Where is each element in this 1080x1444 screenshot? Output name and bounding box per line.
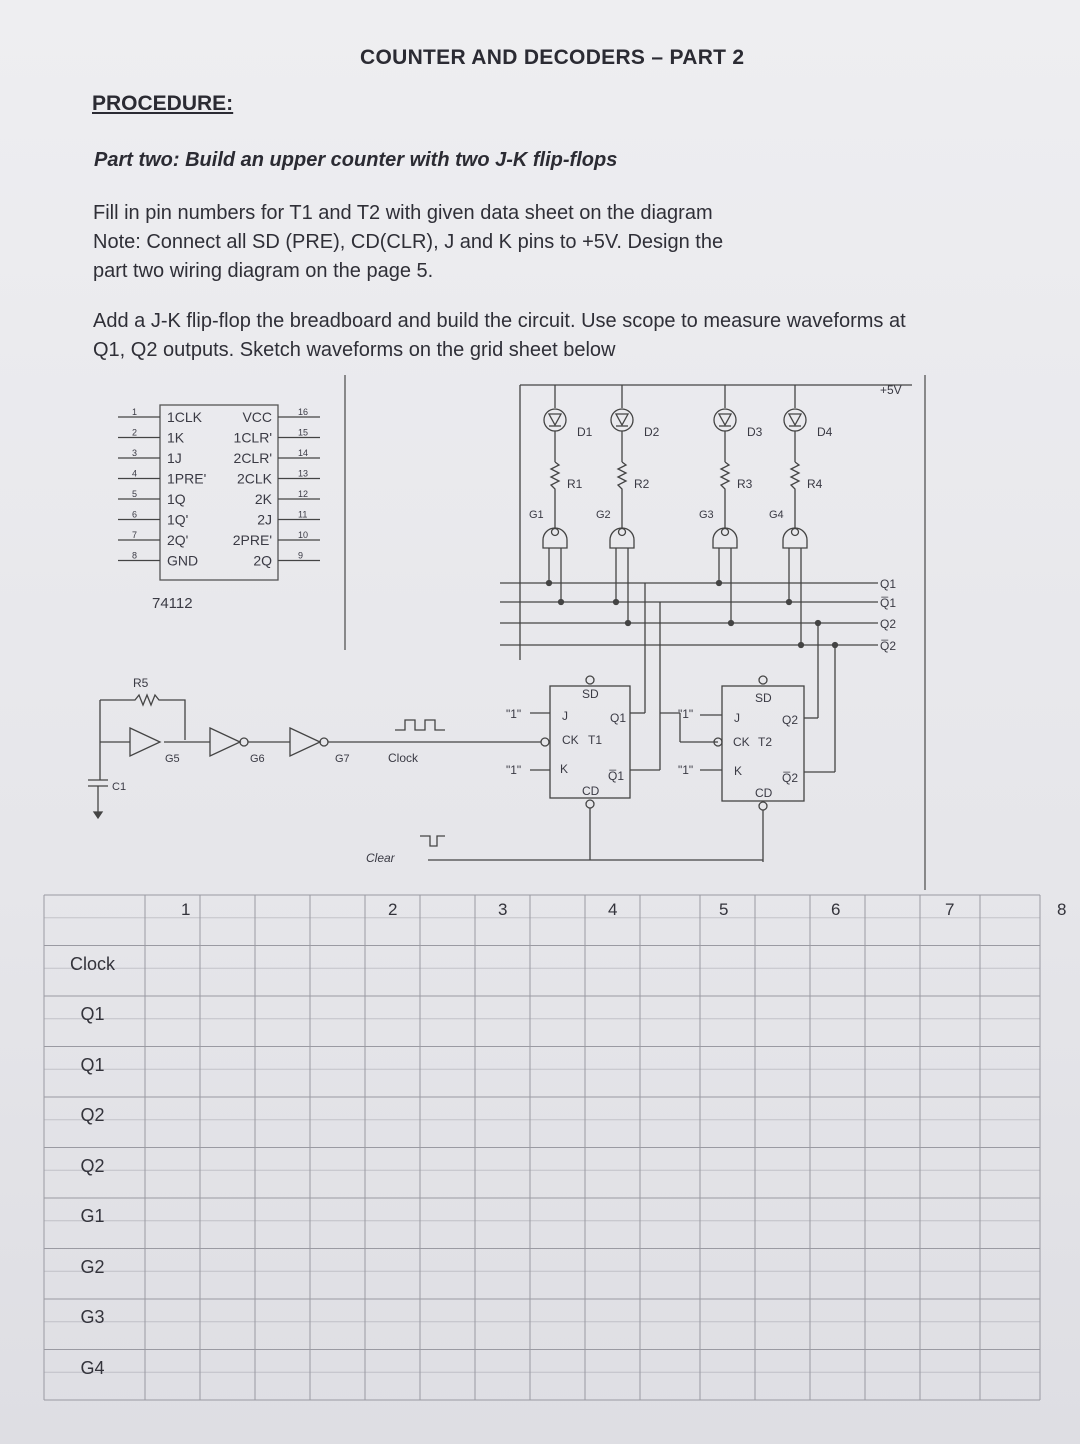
svg-text:Q̅1: Q̅1 bbox=[608, 769, 625, 783]
pin-name: 1Q' bbox=[167, 511, 189, 528]
svg-text:"1": "1" bbox=[506, 763, 522, 777]
svg-text:J: J bbox=[562, 709, 568, 723]
svg-text:G6: G6 bbox=[250, 753, 265, 765]
svg-text:T1: T1 bbox=[588, 733, 603, 747]
instruction-line: Q1, Q2 outputs. Sketch waveforms on the grid sheet below bbox=[93, 339, 616, 361]
svg-text:R2: R2 bbox=[634, 477, 650, 491]
pin-number: 4 bbox=[132, 468, 138, 479]
bus-label-q1: Q1 bbox=[880, 577, 897, 591]
supply-label: +5V bbox=[880, 383, 902, 397]
grid-row-label: Q2 bbox=[80, 1155, 105, 1176]
svg-text:K: K bbox=[560, 762, 569, 776]
svg-text:R3: R3 bbox=[737, 477, 753, 491]
grid-row-label: Clock bbox=[69, 953, 115, 974]
pin-number: 11 bbox=[298, 509, 308, 520]
svg-text:G7: G7 bbox=[335, 753, 350, 765]
svg-text:R1: R1 bbox=[567, 477, 583, 491]
part-two-heading: Part two: Build an upper counter with two J-K flip-flops bbox=[94, 149, 618, 171]
bus-label-q1-bar: Q̅1 bbox=[880, 596, 897, 610]
grid-row-label: Q1 bbox=[80, 1004, 105, 1024]
svg-text:K: K bbox=[734, 764, 743, 778]
page-title: COUNTER AND DECODERS – PART 2 bbox=[360, 46, 745, 69]
grid-column-number: 5 bbox=[719, 900, 729, 919]
grid-row-label: G3 bbox=[80, 1307, 105, 1327]
svg-text:D1: D1 bbox=[577, 425, 593, 439]
pin-name: 2Q bbox=[253, 552, 272, 569]
instruction-line: part two wiring diagram on the page 5. bbox=[93, 260, 434, 282]
grid-column-number: 8 bbox=[1057, 900, 1067, 919]
bus-label-q2: Q2 bbox=[880, 617, 897, 631]
svg-text:"1": "1" bbox=[678, 707, 694, 721]
pin-number: 6 bbox=[132, 509, 138, 520]
clear-label: Clear bbox=[366, 851, 395, 865]
svg-text:CK: CK bbox=[733, 735, 750, 749]
svg-text:J: J bbox=[734, 711, 740, 725]
svg-text:D2: D2 bbox=[644, 425, 660, 439]
grid-column-number: 4 bbox=[608, 900, 618, 919]
pin-number: 9 bbox=[298, 550, 304, 561]
pin-name: 2J bbox=[257, 511, 272, 528]
pin-number: 8 bbox=[132, 550, 138, 561]
svg-text:R5: R5 bbox=[133, 676, 149, 690]
grid-column-number: 6 bbox=[831, 900, 841, 919]
svg-text:"1": "1" bbox=[506, 707, 522, 721]
svg-text:SD: SD bbox=[582, 687, 599, 701]
svg-text:Q̅2: Q̅2 bbox=[782, 771, 799, 785]
svg-text:G4: G4 bbox=[769, 509, 784, 521]
grid-column-number: 2 bbox=[388, 900, 398, 919]
grid-column-number: 1 bbox=[181, 900, 191, 919]
grid-row-label: G1 bbox=[80, 1206, 105, 1226]
svg-text:Q2: Q2 bbox=[782, 713, 799, 727]
pin-name: 2CLK bbox=[236, 470, 272, 487]
pin-number: 2 bbox=[132, 427, 138, 438]
svg-text:G1: G1 bbox=[529, 509, 544, 521]
instruction-line: Note: Connect all SD (PRE), CD(CLR), J and K pins to +5V. Design the bbox=[93, 231, 724, 253]
pin-number: 3 bbox=[132, 448, 138, 458]
grid-row-label: Q1 bbox=[80, 1054, 105, 1075]
pin-name: 1CLK bbox=[167, 409, 203, 425]
pin-number: 15 bbox=[298, 427, 309, 438]
instruction-line: Add a J-K flip-flop the breadboard and build the circuit. Use scope to measure waveforms at bbox=[93, 310, 906, 332]
grid-row-label: G2 bbox=[80, 1256, 105, 1277]
grid-row-label: G4 bbox=[80, 1357, 105, 1378]
pin-name: GND bbox=[167, 552, 199, 569]
svg-text:G5: G5 bbox=[165, 753, 180, 765]
pin-number: 13 bbox=[298, 468, 309, 479]
pin-name: 2K bbox=[254, 491, 272, 507]
svg-text:R4: R4 bbox=[807, 477, 823, 491]
pin-number: 5 bbox=[132, 489, 138, 499]
procedure-heading: PROCEDURE: bbox=[92, 92, 234, 115]
pin-number: 7 bbox=[132, 530, 138, 540]
pin-name: 1CLR' bbox=[233, 429, 272, 446]
clock-label: Clock bbox=[388, 751, 419, 765]
svg-text:"1": "1" bbox=[678, 763, 694, 777]
svg-text:C1: C1 bbox=[112, 781, 127, 793]
svg-text:CD: CD bbox=[582, 784, 600, 798]
pin-number: 16 bbox=[298, 407, 309, 417]
pin-name: 1J bbox=[167, 450, 182, 466]
pin-name: 2Q' bbox=[167, 532, 189, 548]
svg-text:D3: D3 bbox=[747, 425, 763, 439]
svg-text:Q1: Q1 bbox=[610, 711, 627, 725]
grid-row-label: Q2 bbox=[80, 1105, 105, 1125]
grid-column-number: 3 bbox=[498, 900, 508, 919]
pin-name: 1Q bbox=[167, 491, 186, 507]
svg-text:SD: SD bbox=[755, 691, 772, 705]
pin-number: 12 bbox=[298, 489, 309, 499]
pin-number: 14 bbox=[298, 448, 309, 458]
pin-name: 1PRE' bbox=[167, 470, 207, 487]
svg-text:CD: CD bbox=[755, 786, 773, 800]
svg-text:G3: G3 bbox=[699, 509, 714, 521]
bus-label-q2-bar: Q̅2 bbox=[880, 639, 897, 653]
pin-number: 1 bbox=[132, 407, 138, 417]
svg-text:G2: G2 bbox=[596, 509, 611, 521]
instruction-line: Fill in pin numbers for T1 and T2 with given data sheet on the diagram bbox=[93, 202, 713, 224]
ic-part-number: 74112 bbox=[152, 595, 193, 612]
svg-text:T2: T2 bbox=[758, 735, 773, 749]
pin-name: 1K bbox=[167, 429, 185, 446]
pin-name: VCC bbox=[242, 409, 272, 425]
pin-name: 2CLR' bbox=[233, 450, 272, 466]
grid-column-number: 7 bbox=[945, 900, 955, 919]
pin-name: 2PRE' bbox=[232, 532, 272, 548]
svg-text:D4: D4 bbox=[817, 425, 833, 439]
svg-text:CK: CK bbox=[562, 733, 579, 747]
pin-number: 10 bbox=[298, 530, 309, 540]
